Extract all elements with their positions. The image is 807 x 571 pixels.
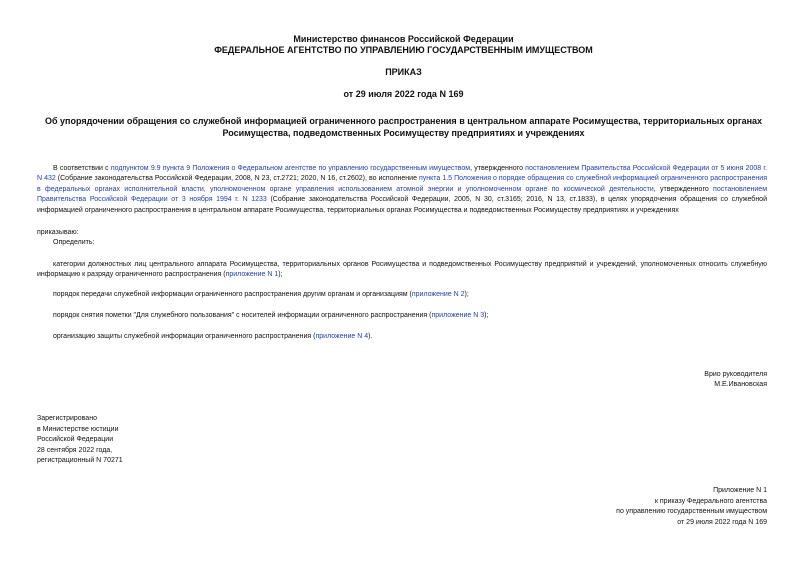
preamble-paragraph [37,164,767,216]
appendix-line: Приложение N 1 [713,487,767,494]
document-title [30,115,777,139]
appendix-line: к приказу Федерального агентства [654,498,767,505]
appendix-line: по управлению государственным имуществом [616,508,767,515]
order-item-4 [37,332,767,342]
registration-line: Зарегистрировано [37,415,97,422]
appendix-4-link[interactable]: приложение N 4 [315,333,369,340]
order-item-3-text: порядок снятия пометки "Для служебного пользования" с носителей информации ограниченного распространения ( [53,312,432,319]
determine-word: Определить: [53,239,95,246]
order-item-4-tail: ). [368,333,373,340]
document-title-line-2: Росимущества, подведомственных Росимуществу предприятиях и учреждениях [222,128,585,138]
preamble-text-3: (Собрание законодательства Российской Федерации, 2008, N 23, ст.2721; 2020, N 16, ст.2602), во исполнение [55,175,419,183]
preamble-text-1: В соответствии с [53,165,111,172]
signature-position: Врио руководителя [704,371,767,378]
ministry-name: Министерство финансов Российской Федерации [293,34,514,44]
registration-line: 28 сентября 2022 года, [37,447,113,454]
order-word: приказываю: [37,229,79,236]
order-item-2-text: порядок передачи служебной информации ограниченного распространения другим органам и организациям ( [53,291,412,298]
appendix-line: от 29 июля 2022 года N 169 [677,519,767,526]
appendix-3-link[interactable]: приложение N 3 [431,312,485,319]
preamble-text-5: (Собрание законодательства Российской Федерации, 2005, N 30, ст.3165; 2016, N 13, ст.1833), в целях упорядочения обращения со служебной информацией ограниченного распространения в центральном аппарате Росимущества, территориальных органах Росимущества и подведомственных Росимуществу предприятиях и учреждениях [37,196,767,214]
agency-name: ФЕДЕРАЛЬНОЕ АГЕНТСТВО ПО УПРАВЛЕНИЮ ГОСУДАРСТВЕННЫМ ИМУЩЕСТВОМ [214,45,593,55]
document-type: ПРИКАЗ [385,67,422,77]
preamble-text-4: , утвержденного [653,185,714,193]
order-item-4-text: организацию защиты служебной информации ограниченного распространения ( [53,333,316,340]
registration-line: в Министерстве юстиции [37,426,119,433]
order-item-1-text: категории должностных лиц центрального аппарата Росимущества, территориальных органов Росимущества и подведомственных Росимуществу предприятий и учреждений, уполномоченных относить служебную информацию к разряду ограниченного распространения ( [37,261,767,279]
signature-name: М.Е.Ивановская [714,381,767,388]
document-date-number: от 29 июля 2022 года N 169 [343,89,464,99]
preamble-text-2: , утвержденного [470,165,526,172]
order-item-2 [37,290,767,300]
order-item-2-tail: ); [464,291,469,298]
order-item-1 [37,260,767,281]
preamble-link-decree-432[interactable]: постановлением Правительства Российской Федерации от 5 июня 2008 г. N 432 [37,165,768,183]
order-item-3 [37,311,767,321]
appendix-1-link[interactable]: приложение N 1 [225,271,279,279]
registration-line: регистрационный N 70271 [37,457,123,464]
registration-line: Российской Федерации [37,436,114,443]
order-item-1-tail: ); [278,271,283,279]
preamble-link-decree-1233[interactable]: постановлением Правительства Российской Федерации от 3 ноября 1994 г. N 1233 [37,185,768,204]
preamble-link-regulation-1-5[interactable]: пункта 1.5 Положения о порядке обращения со служебной информацией ограниченного распространения в федеральных органах исполнительной власти, уполномоченном органе управления использованием атомной энергии и уполномоченном органе по космической деятельности [37,175,767,193]
appendix-2-link[interactable]: приложение N 2 [411,291,465,298]
order-item-3-tail: ); [484,312,489,319]
preamble-link-regulation-9-9[interactable]: подпунктом 9.9 пункта 9 Положения о Федеральном агентстве по управлению государственным имуществом [110,165,471,172]
document-title-line-1: Об упорядочении обращения со служебной информацией ограниченного распространения в центральном аппарате Росимущества, территориальных органах [44,116,763,126]
